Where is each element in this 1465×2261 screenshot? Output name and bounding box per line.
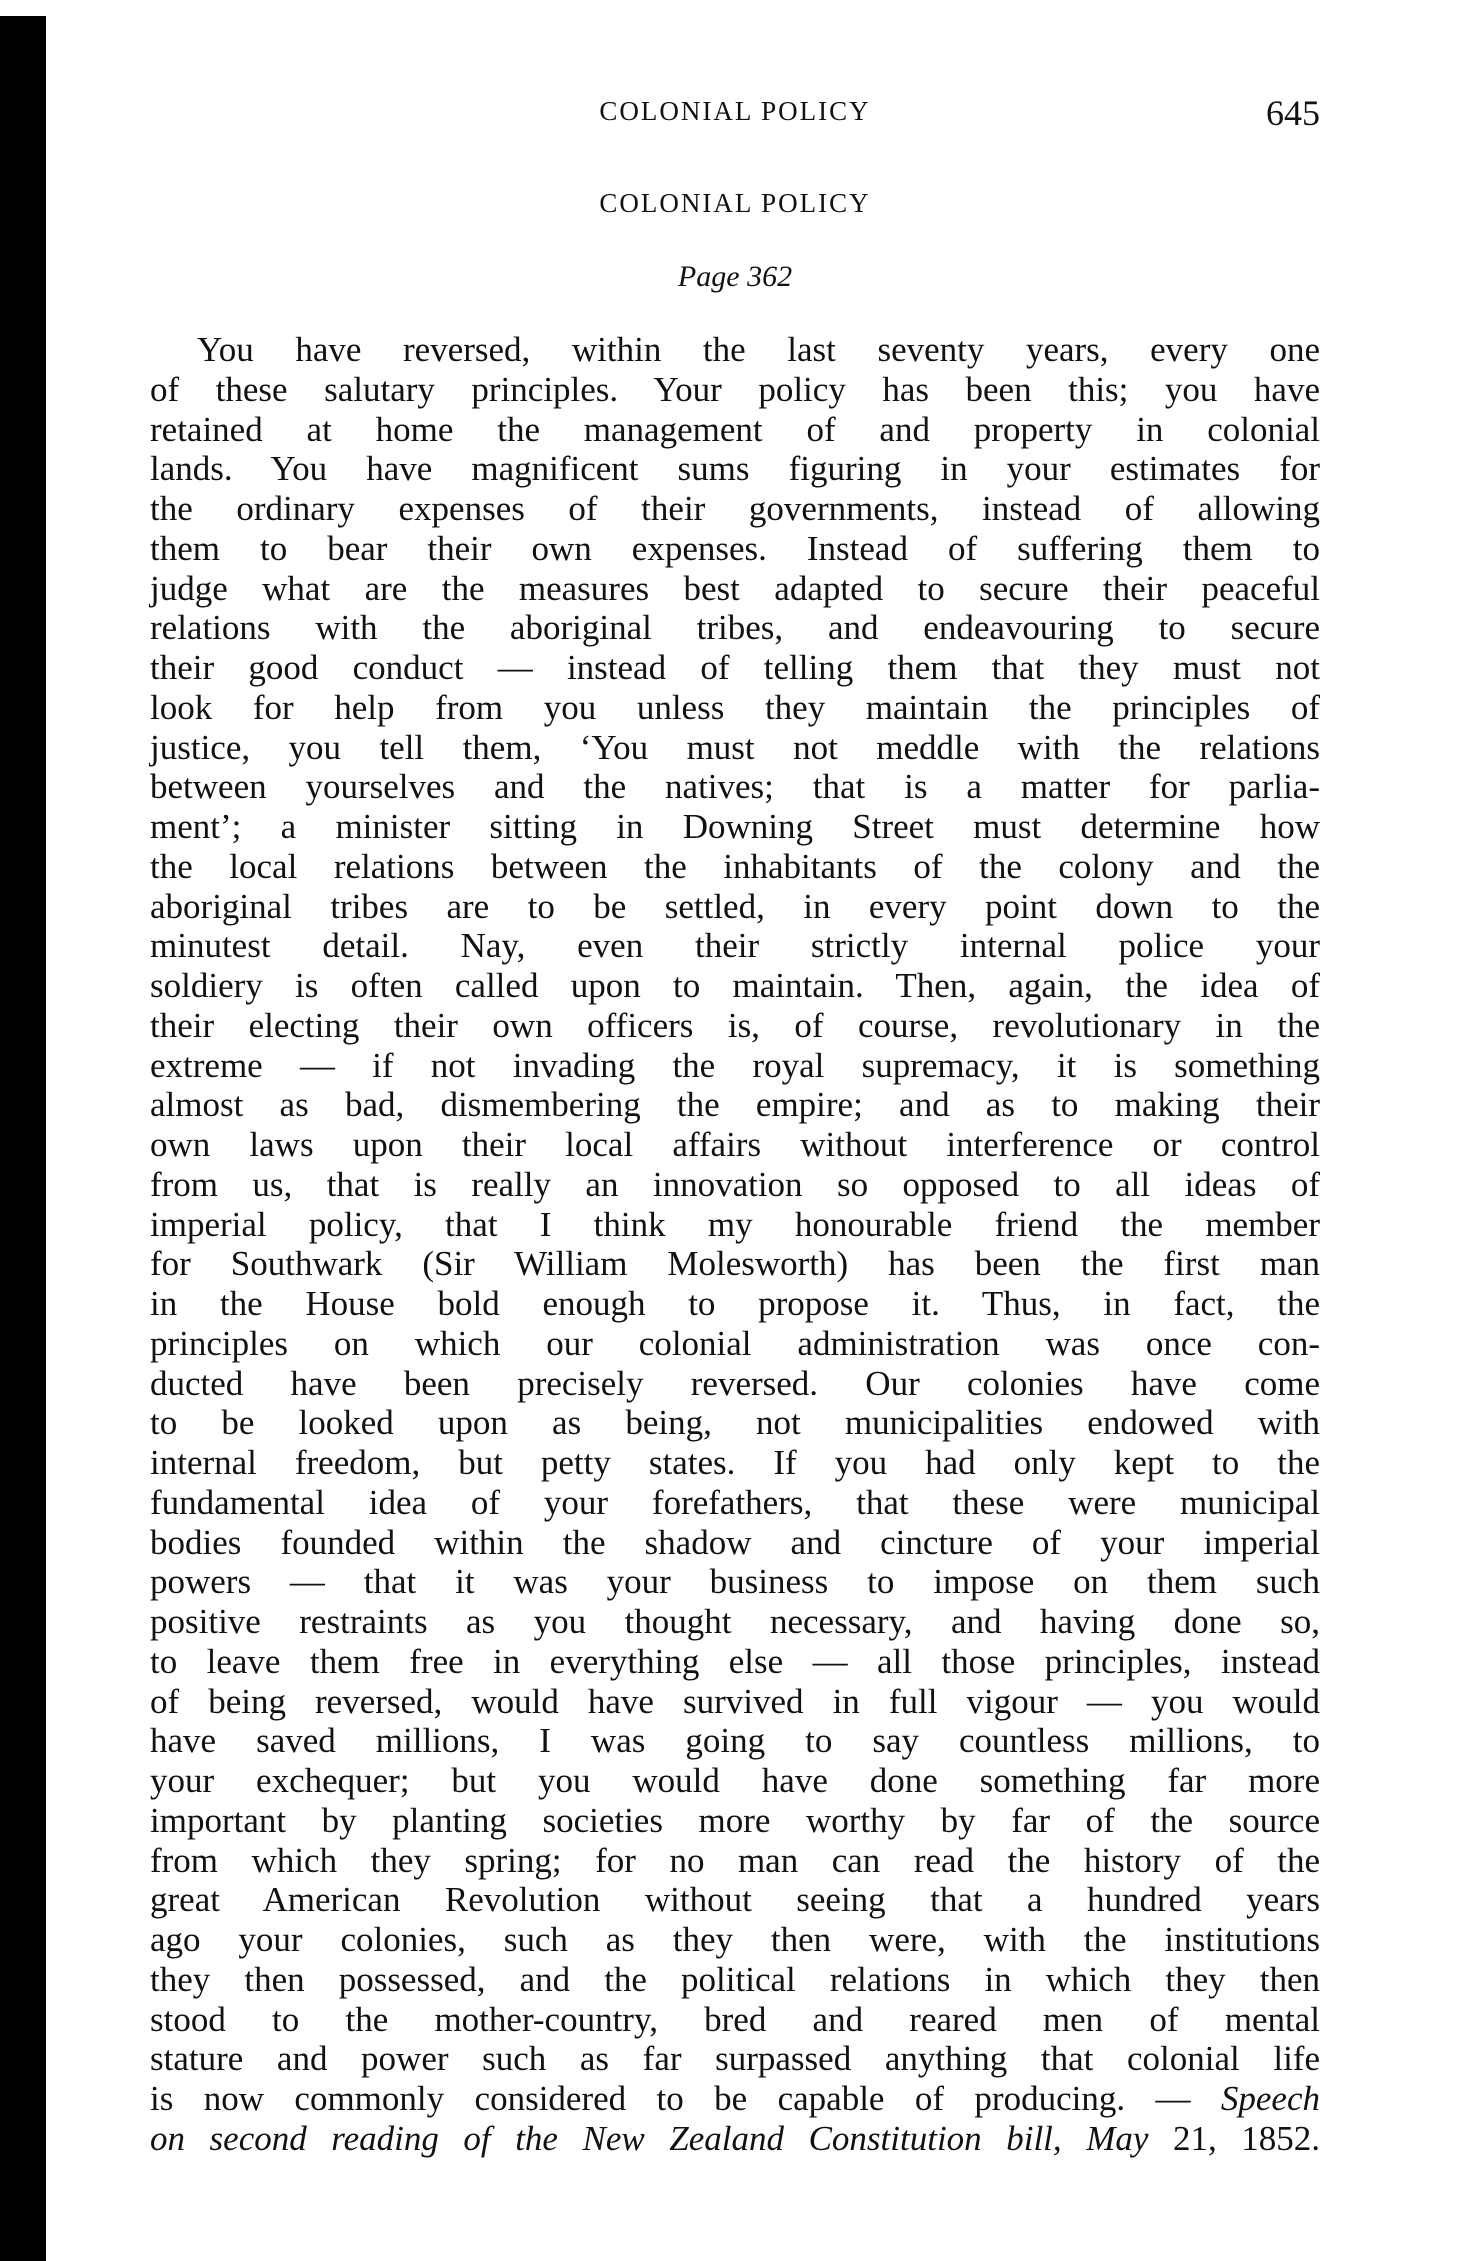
- text-line: own laws upon their local affairs without interference or control: [150, 1125, 1320, 1164]
- text-line: imperial policy, that I think my honourable friend the member: [150, 1204, 1320, 1244]
- section-subtitle: Page 362: [677, 260, 793, 293]
- text-line: extreme — if not invading the royal supremacy, it is something: [150, 1045, 1320, 1085]
- text-line: great American Revolution without seeing that a hundred years: [150, 1880, 1320, 1920]
- text-line: powers — that it was your business to impose on them such: [150, 1562, 1320, 1602]
- page-number: 645: [1266, 93, 1320, 133]
- citation-italic: on second reading of the New Zealand Constitution bill, May: [150, 2118, 1149, 2158]
- text-line: your exchequer; but you would have done something far more: [150, 1761, 1320, 1800]
- body-text: [150, 330, 1320, 2159]
- book-binding-edge: [0, 16, 46, 2261]
- text-line: principles on which our colonial administration was once con-: [150, 1323, 1320, 1363]
- text-line: ago your colonies, such as they then were, with the institutions: [150, 1920, 1320, 1959]
- text-line: to be looked upon as being, not municipalities endowed with: [150, 1403, 1320, 1443]
- text-line: look for help from you unless they maintain the principles of: [150, 687, 1320, 727]
- text-line: important by planting societies more worthy by far of the source: [150, 1800, 1320, 1840]
- text-line: internal freedom, but petty states. If you had only kept to the: [150, 1443, 1320, 1482]
- text-line: justice, you tell them, ‘You must not meddle with the relations: [150, 727, 1320, 767]
- text-line: their good conduct — instead of telling them that they must not: [150, 648, 1320, 687]
- closing-italic: Speech: [1220, 2079, 1320, 2118]
- text-line: of these salutary principles. Your policy has been this; you have: [150, 369, 1320, 409]
- text-line: them to bear their own expenses. Instead of suffering them to: [150, 528, 1320, 568]
- text-line: for Southwark (Sir William Molesworth) has been the first man: [150, 1244, 1320, 1284]
- text-line: their electing their own officers is, of course, revolutionary in the: [150, 1005, 1320, 1045]
- text-line: the local relations between the inhabitants of the colony and the: [150, 846, 1320, 886]
- text-line: You have reversed, within the last seventy years, every one: [197, 330, 1320, 369]
- text-line: the ordinary expenses of their governments, instead of allowing: [150, 489, 1320, 528]
- text-line: stature and power such as far surpassed anything that colonial life: [150, 2039, 1320, 2079]
- text-line: bodies founded within the shadow and cincture of your imperial: [150, 1522, 1320, 1562]
- text-line: [150, 2079, 1320, 2119]
- section-title: COLONIAL POLICY: [599, 188, 871, 218]
- text-line: they then possessed, and the political relations in which they then: [150, 1959, 1320, 1999]
- citation-date: 21, 1852.: [1148, 2118, 1320, 2158]
- text-line: have saved millions, I was going to say countless millions, to: [150, 1721, 1320, 1761]
- closing-text: is now commonly considered to be capable of producing. —: [150, 2079, 1221, 2118]
- text-line: between yourselves and the natives; that is a matter for parlia-: [150, 767, 1320, 807]
- text-line: aboriginal tribes are to be settled, in every point down to the: [150, 886, 1320, 926]
- text-line: in the House bold enough to propose it. Thus, in fact, the: [150, 1284, 1320, 1323]
- citation-line: [150, 2119, 1320, 2159]
- text-line: to leave them free in everything else — all those principles, instead: [150, 1641, 1320, 1681]
- text-line: ment’; a minister sitting in Downing Street must determine how: [150, 807, 1320, 846]
- text-line: judge what are the measures best adapted to secure their peaceful: [150, 568, 1320, 608]
- text-line: almost as bad, dismembering the empire; and as to making their: [150, 1085, 1320, 1125]
- text-line: fundamental idea of your forefathers, that these were municipal: [150, 1482, 1320, 1522]
- running-head-title: COLONIAL POLICY: [599, 96, 871, 126]
- text-line: lands. You have magnificent sums figuring in your estimates for: [150, 449, 1320, 489]
- text-line: retained at home the management of and property in colonial: [150, 409, 1320, 449]
- text-line: from which they spring; for no man can read the history of the: [150, 1840, 1320, 1880]
- text-line: relations with the aboriginal tribes, and endeavouring to secure: [150, 608, 1320, 648]
- running-head: [150, 92, 1320, 132]
- text-line: from us, that is really an innovation so opposed to all ideas of: [150, 1164, 1320, 1204]
- text-line: ducted have been precisely reversed. Our colonies have come: [150, 1363, 1320, 1403]
- text-line: positive restraints as you thought necessary, and having done so,: [150, 1602, 1320, 1641]
- text-line: stood to the mother-country, bred and reared men of mental: [150, 1999, 1320, 2039]
- text-line: of being reversed, would have survived in full vigour — you would: [150, 1681, 1320, 1721]
- text-line: soldiery is often called upon to maintain. Then, again, the idea of: [150, 966, 1320, 1005]
- text-line: minutest detail. Nay, even their strictly internal police your: [150, 926, 1320, 966]
